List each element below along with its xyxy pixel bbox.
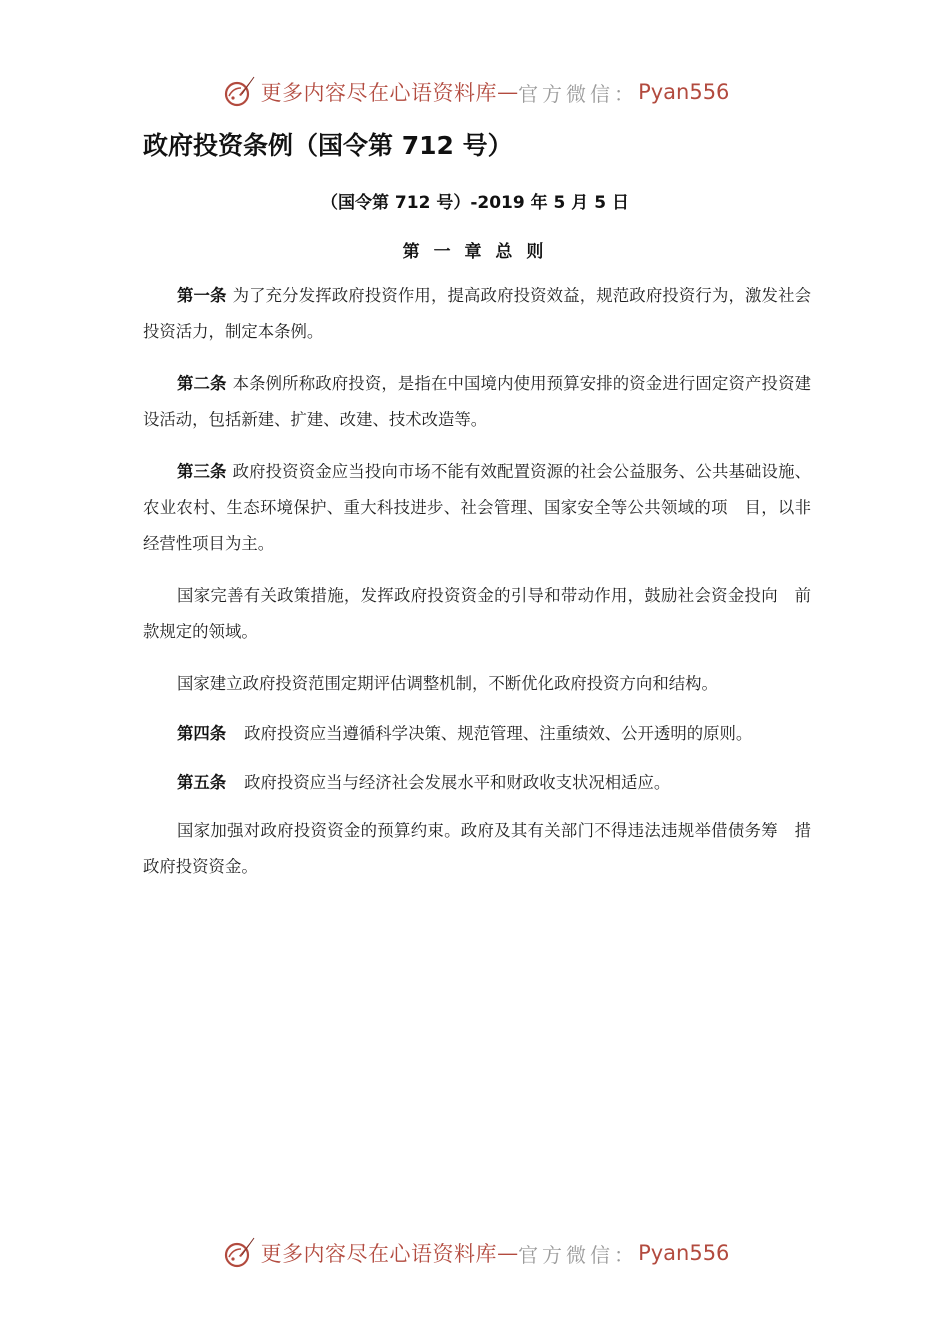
article-4-text: 政府投资应当遵循科学决策、规范管理、注重绩效、公开透明的原则。 xyxy=(244,724,753,743)
footer-watermark-banner xyxy=(0,1233,950,1273)
document-subtitle: （国令第 712 号）-2019 年 5 月 5 日 xyxy=(321,193,629,213)
header-watermark-banner xyxy=(0,72,950,112)
article-3 xyxy=(143,454,811,562)
document-title: 政府投资条例（国令第 712 号） xyxy=(143,131,513,160)
article-3-para-3-text: 国家建立政府投资范围定期评估调整机制，不断优化政府投资方向和结构。 xyxy=(177,674,718,693)
article-4-lead: 第四条 xyxy=(177,724,227,743)
article-5-para-2-text: 国家加强对政府投资资金的预算约束。政府及其有关部门不得违法违规举借债务筹 措政府投资资金。 xyxy=(143,821,811,876)
quill-logo-icon xyxy=(221,1235,257,1271)
article-2 xyxy=(143,366,811,438)
article-5-text: 政府投资应当与经济社会发展水平和财政收支状况相适应。 xyxy=(244,773,671,792)
article-1-text: 为了充分发挥政府投资作用，提高政府投资效益，规范政府投资行为，激发社会投资活力，制定本条例。 xyxy=(143,286,812,341)
banner-wechat-label: 官方微信： xyxy=(518,1242,639,1267)
quill-logo-icon xyxy=(221,74,257,110)
article-5-para-2 xyxy=(143,813,811,885)
article-2-text: 本条例所称政府投资，是指在中国境内使用预算安排的资金进行固定资产投资建设活动，包括新建、扩建、改建、技术改造等。 xyxy=(143,374,812,429)
article-3-lead: 第三条 xyxy=(177,462,227,481)
article-3-text: 政府投资资金应当投向市场不能有效配置资源的社会公益服务、公共基础设施、农业农村、生态环境保护、重大科技进步、社会管理、国家安全等公共领域的项 目，以非经营性项目为主。 xyxy=(143,462,812,553)
article-3-para-2-text: 国家完善有关政策措施，发挥政府投资资金的引导和带动作用，鼓励社会资金投向 前款规定的领域。 xyxy=(143,586,811,641)
article-5-lead: 第五条 xyxy=(177,773,227,792)
article-4 xyxy=(143,716,811,752)
banner-dash: — xyxy=(497,80,519,104)
banner-wechat-id: Pyan556 xyxy=(638,80,730,104)
banner-wechat-id: Pyan556 xyxy=(638,1241,730,1265)
banner-dash: — xyxy=(497,1241,519,1265)
article-5 xyxy=(143,765,811,801)
chapter-heading: 第 一 章 总 则 xyxy=(402,242,548,262)
article-3-para-3 xyxy=(143,666,811,702)
article-1-lead: 第一条 xyxy=(177,286,227,305)
banner-wechat-label: 官方微信： xyxy=(518,81,639,106)
article-1 xyxy=(143,278,811,350)
article-2-lead: 第二条 xyxy=(177,374,227,393)
banner-text: 更多内容尽在心语资料库 xyxy=(260,81,498,105)
banner-text: 更多内容尽在心语资料库 xyxy=(260,1242,498,1266)
article-3-para-2 xyxy=(143,578,811,650)
